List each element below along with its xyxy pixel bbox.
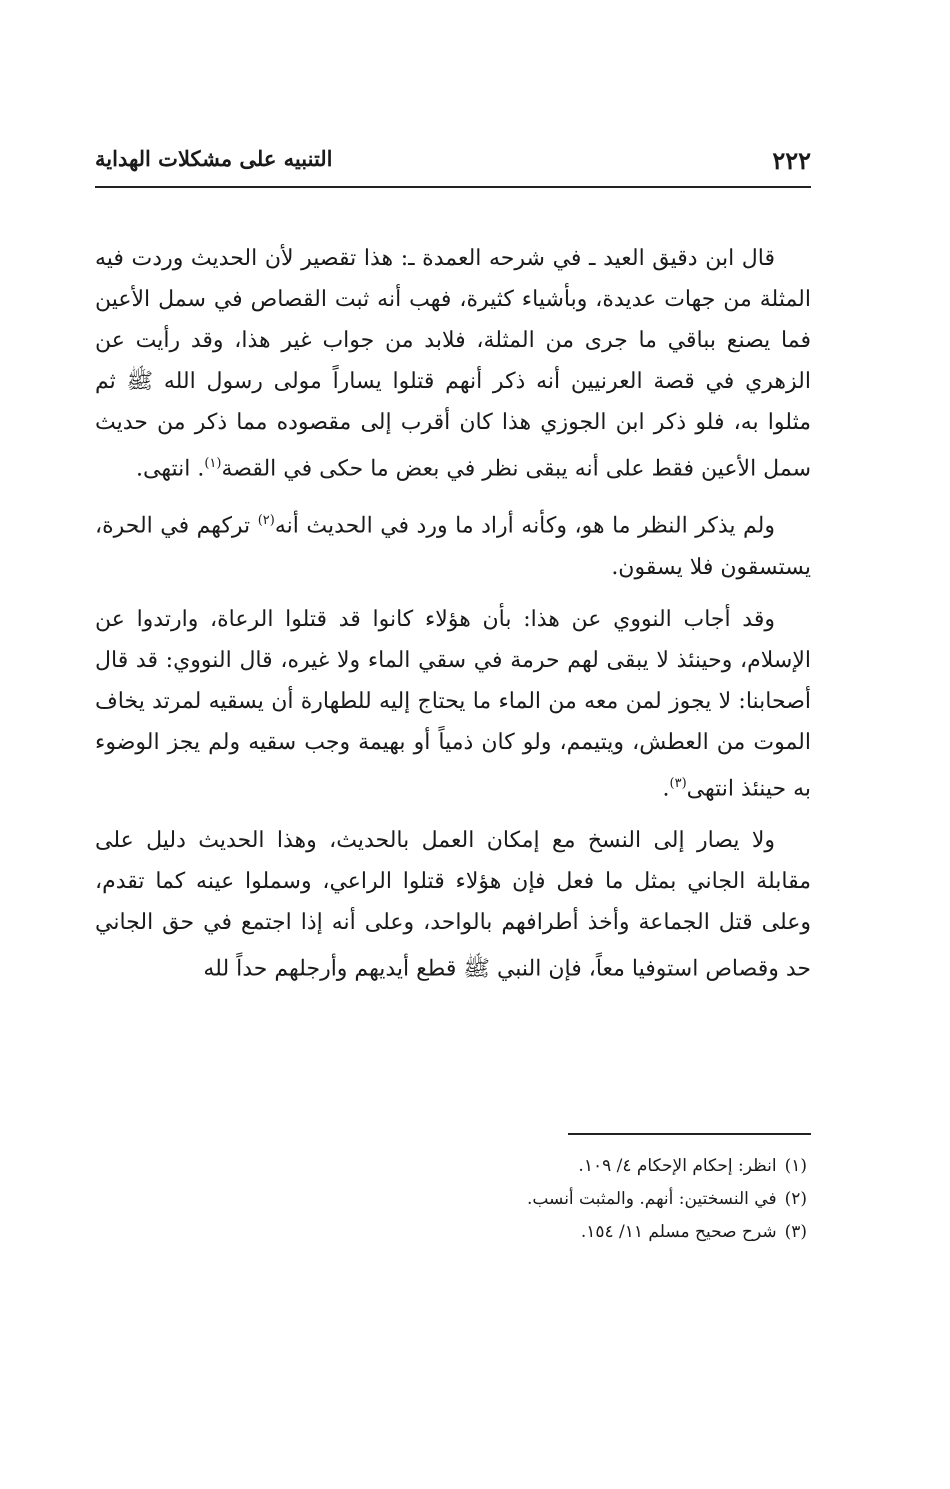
footnote-item (95, 1150, 811, 1183)
paragraph-2 (95, 500, 811, 587)
footnote-marker: (١) (204, 456, 222, 471)
footnote-item (95, 1216, 811, 1249)
footnote-number: (٣) (784, 1222, 807, 1242)
running-title: التنبيه على مشكلات الهداية (95, 146, 333, 171)
paragraph-text: وقد أجاب النووي عن هذا: بأن هؤلاء كانوا قد قتلوا الرعاة، وارتدوا عن الإسلام، وحينئذ لا يبقى لهم حرمة في سقي الماء ولا غيره، قال النووي: قد قال أصحابنا: لا يجوز لمن معه من الماء ما يحتاج إليه للطهارة أن يسقيه لمرتد يخاف الموت من العطش، ويتيمم، ولو كان ذمياً أو بهيمة وجب سقيه ولم يجز الوضوء به حينئذ انتهى (95, 606, 811, 801)
header-divider (95, 186, 811, 188)
footnotes (95, 1150, 811, 1249)
paragraph-text: قال ابن دقيق العيد ـ في شرحه العمدة ـ: هذا تقصير لأن الحديث وردت فيه المثلة من جهات عديدة، وبأشياء كثيرة، فهب أنه ثبت القصاص في سمل الأعين فما يصنع بباقي ما جرى من المثلة، فلابد من جواب غير هذا، وقد رأيت عن الزهري في قصة العرنيين أنه ذكر أنهم قتلوا يساراً مولى رسول الله ﷺ ثم مثلوا به، فلو ذكر ابن الجوزي هذا كان أقرب إلى مقصوده مما ذكر من حديث سمل الأعين فقط على أنه يبقى نظر في بعض ما حكى في القصة (95, 246, 811, 482)
paragraph-4 (95, 820, 811, 989)
footnote-number: (٢) (784, 1189, 807, 1209)
paragraph-text: ولم يذكر النظر ما هو، وكأنه أراد ما ورد في الحديث أنه (274, 513, 775, 539)
paragraph-1 (95, 238, 811, 489)
footnote-divider (568, 1133, 811, 1135)
footnote-text: شرح صحيح مسلم ١١/ ١٥٤. (580, 1222, 777, 1242)
footnote-text: انظر: إحكام الإحكام ٤/ ١٠٩. (578, 1156, 777, 1176)
paragraph-tail: . انتهى. (135, 456, 205, 482)
paragraph-3 (95, 599, 811, 809)
paragraph-text: ولا يصار إلى النسخ مع إمكان العمل بالحديث، وهذا الحديث دليل على مقابلة الجاني بمثل ما فعل فإن هؤلاء قتلوا الراعي، وسملوا عينه كما تقدم، وعلى قتل الجماعة وأخذ أطرافهم بالواحد، وعلى أنه إذا اجتمع في حق الجاني حد وقصاص استوفيا معاً، فإن النبي ﷺ قطع أيديهم وأرجلهم حداً لله (95, 827, 811, 982)
footnote-marker: (٣) (669, 775, 687, 791)
page-header (95, 140, 811, 184)
footnote-marker: (٢) (257, 513, 275, 529)
page-number: ٢٢٢ (772, 146, 811, 175)
paragraph-tail: تركهم في الحرة، يستسقون فلا يسقون. (95, 513, 811, 580)
footnote-text: في النسختين: أنهم. والمثبت أنسب. (526, 1189, 777, 1209)
paragraph-tail: . (662, 775, 670, 801)
main-text (95, 238, 811, 1000)
footnote-number: (١) (784, 1156, 807, 1176)
footnote-item (95, 1183, 811, 1216)
